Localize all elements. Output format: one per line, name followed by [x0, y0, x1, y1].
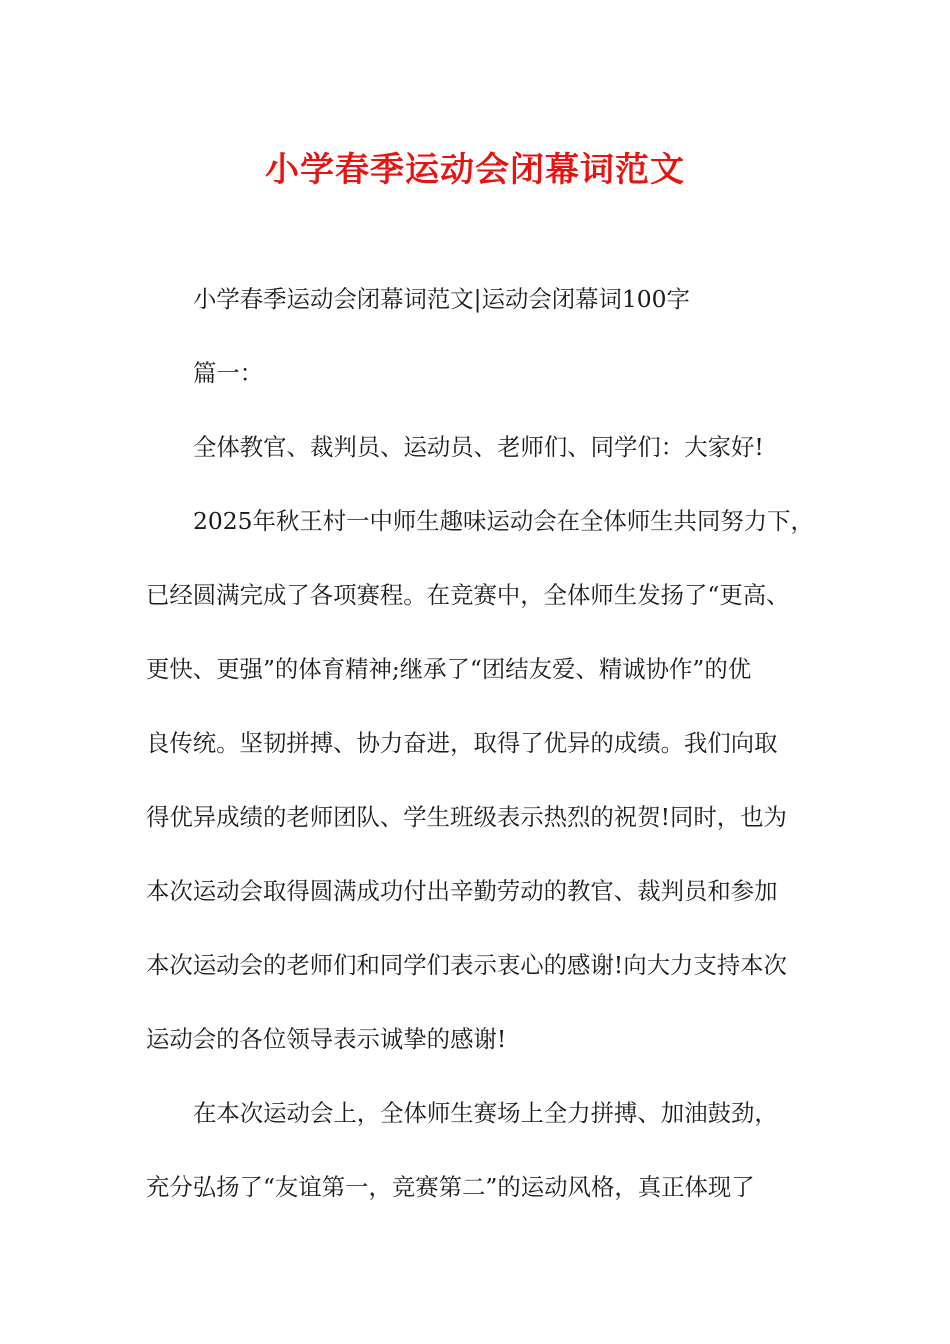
paragraph-line: 得优异成绩的老师团队、学生班级表示热烈的祝贺!同时，也为 [146, 803, 787, 831]
paragraph-line: 本次运动会的老师们和同学们表示衷心的感谢!向大力支持本次 [146, 951, 787, 979]
greeting-line: 全体教官、裁判员、运动员、老师们、同学们：大家好! [193, 433, 764, 461]
paragraph-line: 已经圆满完成了各项赛程。在竞赛中，全体师生发扬了“更高、 [146, 581, 790, 609]
paragraph-line: 更快、更强”的体育精神;继承了“团结友爱、精诚协作”的优 [146, 655, 752, 683]
paragraph-line: 本次运动会取得圆满成功付出辛勤劳动的教官、裁判员和参加 [146, 877, 778, 905]
paragraph-line: 运动会的各位领导表示诚挚的感谢! [146, 1025, 507, 1053]
paragraph-line: 充分弘扬了“友谊第一，竞赛第二”的运动风格，真正体现了 [146, 1173, 755, 1201]
subtitle-line: 小学春季运动会闭幕词范文|运动会闭幕词100字 [193, 285, 690, 313]
document-body [146, 275, 814, 1211]
paragraph-line: 良传统。坚韧拼搏、协力奋进，取得了优异的成绩。我们向取 [146, 729, 778, 757]
section-heading: 篇一： [193, 359, 264, 387]
document-title: 小学春季运动会闭幕词范文 [265, 150, 685, 190]
paragraph-line: 在本次运动会上，全体师生赛场上全力拼搏、加油鼓劲， [193, 1099, 778, 1127]
paragraph-line: 2025年秋王村一中师生趣味运动会在全体师生共同努力下， [193, 507, 814, 535]
